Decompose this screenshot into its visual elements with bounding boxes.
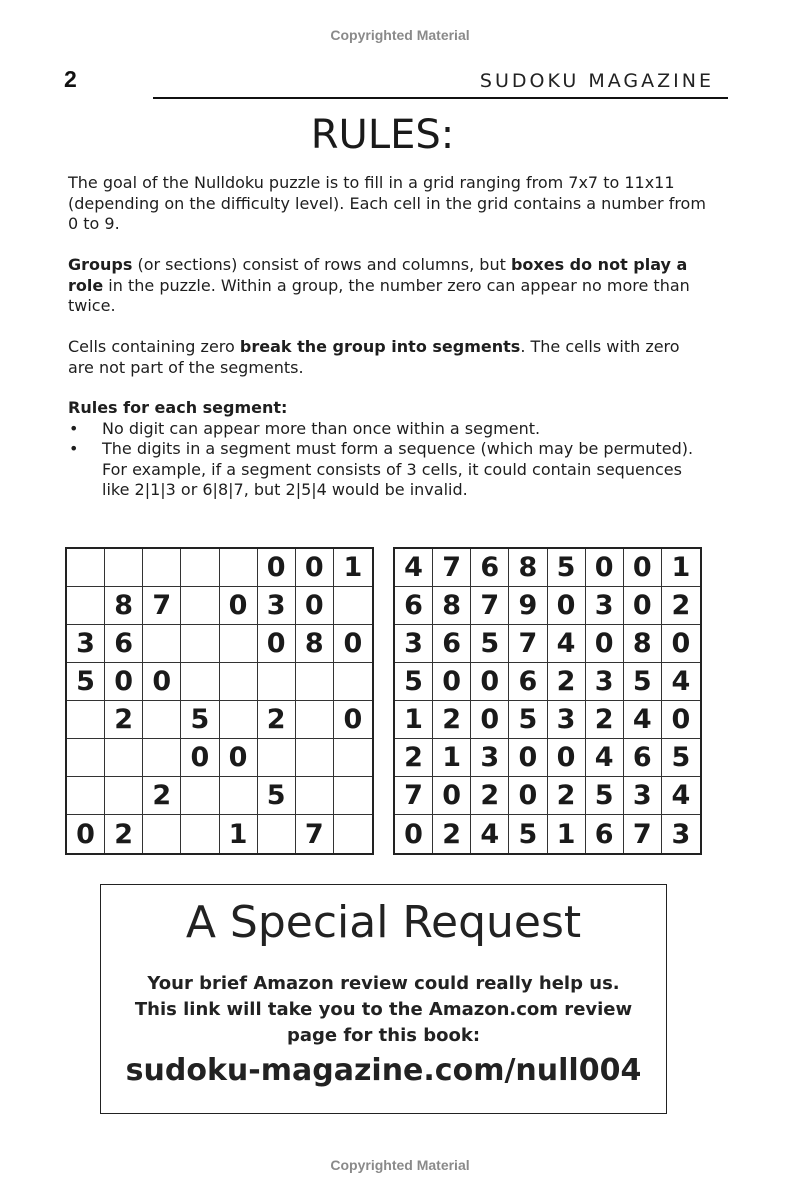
copyright-notice-top: Copyrighted Material	[330, 27, 470, 43]
special-request-box	[100, 884, 667, 1114]
segment-rules	[68, 398, 708, 501]
puzzle-cell	[143, 549, 181, 587]
solution-cell: 0	[548, 739, 586, 777]
puzzle-cell: 0	[143, 663, 181, 701]
puzzle-cell	[105, 549, 143, 587]
puzzle-cell: 0	[334, 625, 372, 663]
rules-title: RULES:	[310, 112, 455, 158]
puzzle-cell: 0	[181, 739, 219, 777]
solution-cell: 6	[509, 663, 547, 701]
puzzle-cell	[258, 815, 296, 853]
solution-cell: 0	[548, 587, 586, 625]
solution-cell: 6	[586, 815, 624, 853]
puzzle-cell: 1	[220, 815, 258, 853]
segment-rules-heading: Rules for each segment:	[68, 398, 288, 417]
puzzle-cell	[296, 777, 334, 815]
solution-cell: 1	[662, 549, 700, 587]
puzzle-cell	[334, 587, 372, 625]
puzzle-cell: 5	[258, 777, 296, 815]
special-request-body	[101, 971, 666, 1049]
solution-cell: 0	[509, 739, 547, 777]
solution-cell: 9	[509, 587, 547, 625]
puzzle-cell	[67, 777, 105, 815]
rules-paragraph-groups	[68, 255, 708, 317]
puzzle-cell: 2	[105, 701, 143, 739]
bold-term-segments: break the group into segments	[239, 337, 521, 356]
solution-cell: 8	[433, 587, 471, 625]
puzzle-cell	[67, 739, 105, 777]
puzzle-cell: 6	[105, 625, 143, 663]
segment-rule-item: • The digits in a segment must form a sequence (which may be permuted). For example, if a segment consists of 3 cells, it could contain sequences like 2|1|3 or 6|8|7, but 2|5|4 would be invalid.	[68, 439, 708, 501]
bold-term-groups: Groups	[68, 255, 133, 274]
running-header-title: SUDOKU MAGAZINE	[479, 70, 714, 92]
solution-cell: 3	[548, 701, 586, 739]
segment-rule-item: • No digit can appear more than once within a segment.	[68, 419, 708, 440]
solution-cell: 3	[624, 777, 662, 815]
solution-cell: 0	[433, 777, 471, 815]
puzzle-cell	[296, 701, 334, 739]
text-span: in the puzzle. Within a group, the number zero can appear no more than twice.	[68, 275, 690, 315]
puzzle-grid	[65, 547, 374, 855]
puzzle-cell	[143, 701, 181, 739]
solution-cell: 6	[433, 625, 471, 663]
solution-grid	[393, 547, 702, 855]
solution-cell: 7	[471, 587, 509, 625]
puzzle-cell	[334, 815, 372, 853]
puzzle-cell: 8	[296, 625, 334, 663]
solution-cell: 7	[509, 625, 547, 663]
solution-cell: 7	[433, 549, 471, 587]
puzzle-cell	[220, 549, 258, 587]
puzzle-cell	[143, 625, 181, 663]
solution-cell: 1	[548, 815, 586, 853]
puzzle-cell	[220, 777, 258, 815]
solution-cell: 5	[548, 549, 586, 587]
puzzle-cell	[334, 777, 372, 815]
special-request-line: This link will take you to the Amazon.com review	[134, 999, 633, 1020]
solution-cell: 0	[509, 777, 547, 815]
solution-cell: 5	[586, 777, 624, 815]
puzzle-cell: 7	[143, 587, 181, 625]
solution-cell: 5	[395, 663, 433, 701]
solution-cell: 2	[471, 777, 509, 815]
solution-cell: 3	[395, 625, 433, 663]
solution-cell: 3	[586, 587, 624, 625]
solution-cell: 5	[662, 739, 700, 777]
puzzle-cell	[220, 625, 258, 663]
puzzle-cell	[334, 663, 372, 701]
special-request-line: Your brief Amazon review could really help us.	[147, 973, 620, 994]
solution-cell: 6	[624, 739, 662, 777]
puzzle-cell: 7	[296, 815, 334, 853]
solution-cell: 5	[509, 701, 547, 739]
solution-cell: 4	[662, 663, 700, 701]
puzzle-cell	[67, 549, 105, 587]
puzzle-cell: 2	[105, 815, 143, 853]
puzzle-cell: 8	[105, 587, 143, 625]
puzzle-cell	[181, 625, 219, 663]
puzzle-cell: 0	[220, 587, 258, 625]
puzzle-cell: 0	[105, 663, 143, 701]
solution-cell: 3	[671, 818, 691, 850]
solution-cell: 4	[662, 777, 700, 815]
solution-cell: 0	[662, 701, 700, 739]
puzzle-cell	[67, 587, 105, 625]
solution-cell: 4	[548, 625, 586, 663]
solution-cell: 0	[433, 663, 471, 701]
puzzle-cell	[296, 663, 334, 701]
special-request-title: A Special Request	[185, 897, 582, 948]
solution-cell: 2	[395, 739, 433, 777]
puzzle-cell: 3	[67, 625, 105, 663]
solution-cell: 4	[471, 815, 509, 853]
rules-paragraph-zero	[68, 337, 708, 378]
puzzle-cell	[181, 549, 219, 587]
puzzle-cell	[105, 777, 143, 815]
solution-cell: 0	[471, 701, 509, 739]
puzzle-cell	[296, 739, 334, 777]
solution-cell: 2	[548, 663, 586, 701]
solution-cell: 4	[586, 739, 624, 777]
solution-cell: 8	[624, 625, 662, 663]
solution-cell: 0	[395, 815, 433, 853]
puzzle-cell	[258, 663, 296, 701]
puzzle-cell	[181, 777, 219, 815]
puzzle-cell: 2	[143, 777, 181, 815]
puzzle-cell	[67, 701, 105, 739]
puzzle-cell	[220, 701, 258, 739]
puzzle-cell: 0	[296, 587, 334, 625]
solution-cell: 5	[471, 625, 509, 663]
puzzle-cell: 5	[67, 663, 105, 701]
puzzle-cell: 0	[67, 815, 105, 853]
puzzle-cell	[220, 663, 258, 701]
text-span: Cells containing zero	[68, 337, 240, 356]
puzzle-cell	[181, 587, 219, 625]
copyright-notice-bottom: Copyrighted Material	[330, 1157, 470, 1173]
solution-cell: 2	[662, 587, 700, 625]
solution-cell: 5	[509, 815, 547, 853]
solution-cell: 2	[433, 701, 471, 739]
solution-cell: 6	[395, 587, 433, 625]
solution-cell: 3	[586, 663, 624, 701]
solution-cell: 6	[471, 549, 509, 587]
puzzle-cell: 0	[258, 549, 296, 587]
puzzle-cell: 3	[258, 587, 296, 625]
puzzle-cell	[334, 739, 372, 777]
solution-cell: 8	[509, 549, 547, 587]
solution-cell: 4	[624, 701, 662, 739]
solution-cell: 0	[586, 549, 624, 587]
solution-cell: 1	[395, 701, 433, 739]
header-rule	[153, 97, 728, 99]
puzzle-cell	[181, 815, 219, 853]
puzzle-cell: 0	[220, 739, 258, 777]
puzzle-cell	[258, 739, 296, 777]
solution-cell: 0	[624, 549, 662, 587]
puzzle-cell: 1	[334, 549, 372, 587]
solution-cell: 0	[471, 663, 509, 701]
bold-term-boxes: boxes do not play a role	[68, 255, 688, 295]
puzzle-cell: 0	[296, 549, 334, 587]
puzzle-cell	[143, 815, 181, 853]
solution-cell: 2	[548, 777, 586, 815]
puzzle-cell	[181, 663, 219, 701]
solution-cell: 3	[471, 739, 509, 777]
puzzle-cell	[105, 739, 143, 777]
text-span: (or sections) consist of rows and columns, but	[132, 255, 511, 274]
review-link[interactable]: sudoku-magazine.com/null004	[125, 1053, 642, 1088]
page-number: 2	[64, 66, 77, 92]
solution-cell: 4	[395, 549, 433, 587]
text-span: . The cells with zero are not part of the segments.	[68, 337, 680, 377]
solution-cell: 0	[624, 587, 662, 625]
puzzle-cell: 2	[258, 701, 296, 739]
solution-cell: 7	[624, 815, 662, 853]
solution-cell: 5	[624, 663, 662, 701]
puzzle-cell	[143, 739, 181, 777]
solution-cell: 0	[662, 625, 700, 663]
solution-cell: 7	[395, 777, 433, 815]
special-request-line: page for this book:	[286, 1025, 481, 1046]
segment-rules-list	[68, 419, 708, 501]
rules-paragraph-goal: The goal of the Nulldoku puzzle is to fill in a grid ranging from 7x7 to 11x11 (depending on the difficulty level). Each cell in the grid contains a number from 0 to 9.	[68, 173, 706, 233]
puzzle-cell: 0	[334, 701, 372, 739]
solution-cell: 0	[586, 625, 624, 663]
puzzle-cell: 5	[181, 701, 219, 739]
solution-cell: 2	[433, 815, 471, 853]
puzzle-cell: 0	[258, 625, 296, 663]
solution-cell: 2	[586, 701, 624, 739]
solution-cell: 1	[433, 739, 471, 777]
